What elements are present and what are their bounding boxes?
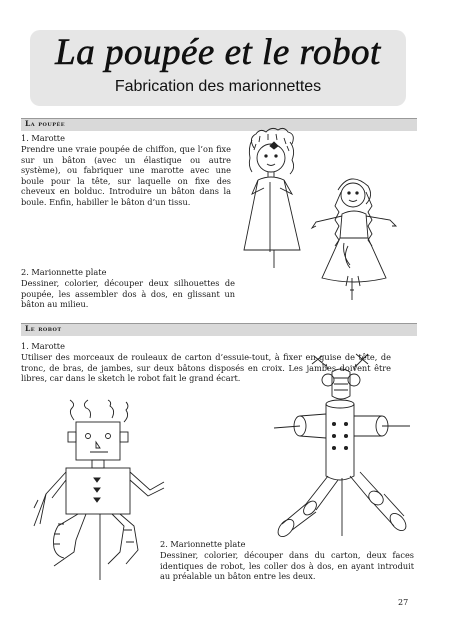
page-number: 27 (398, 598, 409, 607)
poupee-marotte-text: Prendre une vraie poupée de chiffon, que l’on fixe sur un bâton (avec un élastique ou autre système), ou fabriquer une marotte avec une boule pour la tête, sur laquelle on fixe des cheveux en bolduc. Introduire un bâton dans la boule. Enfin, habiller le bâton d’un tissu. (21, 144, 231, 207)
section-bar-poupee (21, 118, 417, 131)
section-label-poupee: La poupée (25, 119, 66, 128)
section-bar-robot (21, 323, 417, 336)
poupee-plate-text: Dessiner, colorier, découper deux silhouettes de poupée, les assembler dos à dos, en glissant un bâton au milieu. (21, 278, 235, 310)
robot-marotte-heading: 1. Marotte (21, 341, 65, 351)
robot-marotte-text: Utiliser des morceaux de rouleaux de carton d’essuie-tout, à fixer en guise de tête, de tronc, de bras, de jambes, sur deux bâtons disposés en croix. Les jambes doivent être libres, car dans le sketch le robot fait le grand écart. (21, 352, 391, 384)
robot-plate-text: Dessiner, colorier, découper dans du carton, deux faces identiques de robot, les coller dos à dos, en ayant introduit au préalable un bâton entre les deux. (160, 550, 414, 582)
page-title: La poupée et le robot (55, 32, 381, 73)
section-label-robot: Le robot (25, 324, 62, 333)
flat-robot-puppet-illustration (28, 400, 178, 580)
page-subtitle: Fabrication des marionnettes (114, 78, 322, 95)
flat-doll-puppet-illustration (300, 168, 405, 308)
cardboard-roll-robot-illustration (270, 348, 420, 538)
robot-plate-heading: 2. Marionnette plate (160, 539, 246, 549)
poupee-marotte-heading: 1. Marotte (21, 133, 65, 143)
poupee-plate-heading: 2. Marionnette plate (21, 267, 107, 277)
